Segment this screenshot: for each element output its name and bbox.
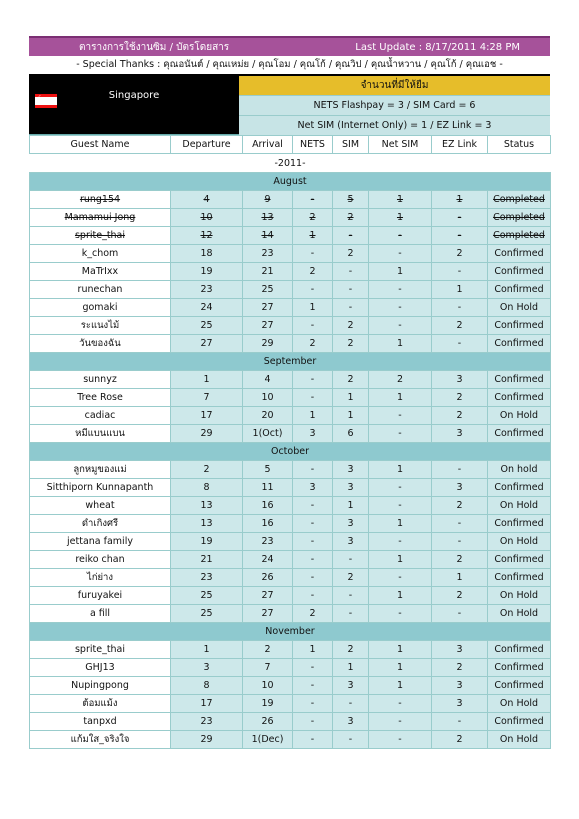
cell-arrival: 4 (243, 371, 293, 389)
cell-nets: 3 (293, 425, 333, 443)
cell-departure: 2 (171, 461, 243, 479)
cell-sim: - (333, 227, 369, 245)
cell-departure: 25 (171, 317, 243, 335)
year-row (30, 154, 551, 173)
cell-nets: - (293, 533, 333, 551)
last-update: Last Update : 8/17/2011 4:28 PM (355, 41, 520, 53)
cell-ez-link: 3 (432, 695, 488, 713)
cell-guest-name: วันของฉัน (30, 335, 171, 353)
cell-departure: 10 (171, 209, 243, 227)
table-row (30, 569, 551, 587)
cell-status: On Hold (488, 731, 551, 749)
cell-nets: - (293, 659, 333, 677)
cell-sim: - (333, 299, 369, 317)
cell-ez-link: 1 (432, 281, 488, 299)
cell-nets: - (293, 389, 333, 407)
page (29, 36, 550, 749)
cell-guest-name: cadiac (30, 407, 171, 425)
month-label: August (30, 173, 551, 191)
month-label: November (30, 623, 551, 641)
cell-net-sim: - (369, 605, 432, 623)
cell-ez-link: 3 (432, 425, 488, 443)
cell-sim: - (333, 551, 369, 569)
cell-sim: 3 (333, 533, 369, 551)
cell-status: On Hold (488, 407, 551, 425)
cell-guest-name: ลูกหมูของแม่ (30, 461, 171, 479)
cell-ez-link: 1 (432, 569, 488, 587)
cell-net-sim: 1 (369, 551, 432, 569)
cell-arrival: 19 (243, 695, 293, 713)
cell-arrival: 24 (243, 551, 293, 569)
month-header-row (30, 173, 551, 191)
cell-net-sim: - (369, 713, 432, 731)
table-row (30, 479, 551, 497)
cell-sim: 3 (333, 515, 369, 533)
cell-departure: 8 (171, 677, 243, 695)
cell-ez-link: 3 (432, 677, 488, 695)
cell-nets: 2 (293, 335, 333, 353)
table-row (30, 317, 551, 335)
table-row (30, 371, 551, 389)
cell-sim: - (333, 731, 369, 749)
cell-guest-name: ดำเกิงศรี (30, 515, 171, 533)
cell-guest-name: rung154 (30, 191, 171, 209)
cell-guest-name: reiko chan (30, 551, 171, 569)
cell-departure: 29 (171, 731, 243, 749)
col-nets: NETS (293, 136, 333, 154)
cell-sim: - (333, 281, 369, 299)
cell-sim: 2 (333, 371, 369, 389)
cell-ez-link: - (432, 533, 488, 551)
cell-guest-name: tanpxd (30, 713, 171, 731)
year-label: -2011- (30, 154, 551, 173)
cell-ez-link: - (432, 263, 488, 281)
cell-net-sim: - (369, 317, 432, 335)
cell-net-sim: - (369, 731, 432, 749)
cell-arrival: 5 (243, 461, 293, 479)
table-row (30, 587, 551, 605)
cell-guest-name: sprite_thai (30, 641, 171, 659)
table-row (30, 497, 551, 515)
cell-ez-link: 1 (432, 191, 488, 209)
cell-arrival: 14 (243, 227, 293, 245)
cell-departure: 13 (171, 497, 243, 515)
cell-arrival: 16 (243, 497, 293, 515)
cell-status: Confirmed (488, 569, 551, 587)
cell-departure: 23 (171, 713, 243, 731)
cell-guest-name: gomaki (30, 299, 171, 317)
cell-departure: 21 (171, 551, 243, 569)
cell-guest-name: wheat (30, 497, 171, 515)
document-title: ตารางการใช้งานซิม / บัตรโดยสาร (79, 41, 230, 53)
month-header-row (30, 623, 551, 641)
cell-arrival: 23 (243, 245, 293, 263)
table-row (30, 713, 551, 731)
quota-line-1: NETS Flashpay = 3 / SIM Card = 6 (239, 95, 550, 115)
cell-sim: 3 (333, 713, 369, 731)
cell-ez-link: 2 (432, 245, 488, 263)
cell-arrival: 21 (243, 263, 293, 281)
cell-net-sim: - (369, 479, 432, 497)
cell-guest-name: sunnyz (30, 371, 171, 389)
cell-ez-link: - (432, 713, 488, 731)
cell-nets: 2 (293, 263, 333, 281)
cell-ez-link: 2 (432, 389, 488, 407)
cell-guest-name: k_chom (30, 245, 171, 263)
cell-sim: 2 (333, 209, 369, 227)
cell-status: Confirmed (488, 317, 551, 335)
table-row (30, 659, 551, 677)
cell-status: Confirmed (488, 677, 551, 695)
cell-nets: - (293, 677, 333, 695)
table-row (30, 263, 551, 281)
cell-nets: - (293, 317, 333, 335)
cell-sim: 1 (333, 407, 369, 425)
cell-net-sim: 1 (369, 515, 432, 533)
cell-arrival: 1(Oct) (243, 425, 293, 443)
cell-nets: 1 (293, 227, 333, 245)
cell-guest-name: furuyakei (30, 587, 171, 605)
cell-status: On Hold (488, 533, 551, 551)
cell-net-sim: 1 (369, 389, 432, 407)
cell-arrival: 13 (243, 209, 293, 227)
cell-status: Confirmed (488, 371, 551, 389)
cell-arrival: 1(Dec) (243, 731, 293, 749)
cell-status: Confirmed (488, 389, 551, 407)
cell-ez-link: 3 (432, 641, 488, 659)
cell-departure: 1 (171, 371, 243, 389)
table-row (30, 191, 551, 209)
cell-status: On Hold (488, 605, 551, 623)
cell-sim: 2 (333, 245, 369, 263)
cell-ez-link: 2 (432, 317, 488, 335)
cell-arrival: 7 (243, 659, 293, 677)
table-row (30, 407, 551, 425)
table-row (30, 335, 551, 353)
cell-arrival: 27 (243, 605, 293, 623)
cell-sim: 1 (333, 659, 369, 677)
cell-sim: 1 (333, 389, 369, 407)
cell-arrival: 20 (243, 407, 293, 425)
booking-table (29, 135, 551, 749)
cell-sim: - (333, 263, 369, 281)
cell-guest-name: Mamamui Jong (30, 209, 171, 227)
cell-sim: - (333, 587, 369, 605)
cell-departure: 25 (171, 605, 243, 623)
cell-net-sim: - (369, 497, 432, 515)
table-row (30, 227, 551, 245)
cell-guest-name: sprite_thai (30, 227, 171, 245)
cell-departure: 13 (171, 515, 243, 533)
cell-departure: 24 (171, 299, 243, 317)
cell-sim: 1 (333, 497, 369, 515)
cell-ez-link: 3 (432, 479, 488, 497)
cell-net-sim: - (369, 407, 432, 425)
cell-net-sim: 1 (369, 587, 432, 605)
cell-status: Confirmed (488, 641, 551, 659)
cell-ez-link: - (432, 209, 488, 227)
cell-status: Completed (488, 191, 551, 209)
cell-status: Confirmed (488, 263, 551, 281)
table-row (30, 461, 551, 479)
month-label: October (30, 443, 551, 461)
cell-guest-name: runechan (30, 281, 171, 299)
cell-ez-link: - (432, 299, 488, 317)
col-guest-name: Guest Name (30, 136, 171, 154)
cell-departure: 19 (171, 533, 243, 551)
cell-status: Confirmed (488, 515, 551, 533)
header-block (29, 76, 550, 135)
table-row (30, 641, 551, 659)
col-ez-link: EZ Link (432, 136, 488, 154)
cell-nets: - (293, 245, 333, 263)
cell-ez-link: 2 (432, 587, 488, 605)
cell-status: On Hold (488, 587, 551, 605)
col-status: Status (488, 136, 551, 154)
cell-arrival: 9 (243, 191, 293, 209)
cell-departure: 8 (171, 479, 243, 497)
month-label: September (30, 353, 551, 371)
cell-net-sim: - (369, 281, 432, 299)
cell-sim: 3 (333, 461, 369, 479)
column-header-row (30, 136, 551, 154)
cell-departure: 18 (171, 245, 243, 263)
quota-panel (239, 76, 550, 134)
cell-net-sim: 1 (369, 191, 432, 209)
cell-nets: - (293, 461, 333, 479)
cell-net-sim: 1 (369, 209, 432, 227)
cell-guest-name: MaTrIxx (30, 263, 171, 281)
cell-net-sim: - (369, 299, 432, 317)
cell-net-sim: - (369, 425, 432, 443)
cell-nets: - (293, 191, 333, 209)
special-thanks: - Special Thanks : คุณอนันต์ / คุณเหม่ย / คุณโอม / คุณโก้ / คุณวิป / คุณน้ำหวาน / คุณโก้ / คุณเอช - (29, 56, 550, 76)
cell-status: Confirmed (488, 335, 551, 353)
cell-net-sim: - (369, 245, 432, 263)
cell-ez-link: 2 (432, 497, 488, 515)
cell-arrival: 11 (243, 479, 293, 497)
quota-title: จำนวนที่มีให้ยืม (239, 76, 550, 95)
table-row (30, 281, 551, 299)
cell-arrival: 2 (243, 641, 293, 659)
table-row (30, 533, 551, 551)
cell-arrival: 25 (243, 281, 293, 299)
cell-arrival: 27 (243, 299, 293, 317)
cell-ez-link: - (432, 605, 488, 623)
country-panel (29, 76, 239, 134)
cell-ez-link: 2 (432, 407, 488, 425)
cell-departure: 19 (171, 263, 243, 281)
quota-line-2: Net SIM (Internet Only) = 1 / EZ Link = 3 (239, 115, 550, 135)
table-row (30, 605, 551, 623)
table-row (30, 389, 551, 407)
cell-sim: 6 (333, 425, 369, 443)
cell-guest-name: ระแนงไม้ (30, 317, 171, 335)
cell-nets: 1 (293, 299, 333, 317)
cell-guest-name: GHJ13 (30, 659, 171, 677)
cell-guest-name: jettana family (30, 533, 171, 551)
cell-departure: 4 (171, 191, 243, 209)
cell-guest-name: Sitthiporn Kunnapanth (30, 479, 171, 497)
cell-net-sim: 1 (369, 641, 432, 659)
cell-nets: - (293, 551, 333, 569)
table-row (30, 515, 551, 533)
cell-nets: - (293, 587, 333, 605)
country-name: Singapore (108, 90, 160, 101)
cell-nets: - (293, 569, 333, 587)
table-row (30, 695, 551, 713)
month-header-row (30, 443, 551, 461)
cell-net-sim: - (369, 533, 432, 551)
cell-ez-link: 3 (432, 371, 488, 389)
cell-status: Confirmed (488, 659, 551, 677)
cell-net-sim: 1 (369, 263, 432, 281)
col-arrival: Arrival (243, 136, 293, 154)
cell-net-sim: 1 (369, 335, 432, 353)
cell-arrival: 29 (243, 335, 293, 353)
cell-net-sim: 1 (369, 677, 432, 695)
cell-net-sim: - (369, 569, 432, 587)
cell-status: Confirmed (488, 713, 551, 731)
cell-nets: 2 (293, 605, 333, 623)
col-net-sim: Net SIM (369, 136, 432, 154)
table-row (30, 677, 551, 695)
table-row (30, 551, 551, 569)
cell-status: On Hold (488, 497, 551, 515)
cell-net-sim: - (369, 227, 432, 245)
cell-status: Confirmed (488, 425, 551, 443)
cell-status: Completed (488, 209, 551, 227)
table-row (30, 299, 551, 317)
cell-sim: 2 (333, 335, 369, 353)
cell-nets: 3 (293, 479, 333, 497)
cell-ez-link: 2 (432, 551, 488, 569)
table-row (30, 425, 551, 443)
cell-nets: - (293, 515, 333, 533)
table-row (30, 245, 551, 263)
cell-nets: - (293, 497, 333, 515)
cell-ez-link: - (432, 227, 488, 245)
cell-status: Confirmed (488, 551, 551, 569)
cell-guest-name: ต้อมแม้ง (30, 695, 171, 713)
cell-departure: 3 (171, 659, 243, 677)
cell-arrival: 16 (243, 515, 293, 533)
cell-status: Confirmed (488, 479, 551, 497)
cell-status: On Hold (488, 695, 551, 713)
cell-nets: - (293, 731, 333, 749)
cell-ez-link: 2 (432, 731, 488, 749)
cell-guest-name: Tree Rose (30, 389, 171, 407)
col-departure: Departure (171, 136, 243, 154)
cell-arrival: 26 (243, 569, 293, 587)
cell-ez-link: 2 (432, 659, 488, 677)
cell-nets: 2 (293, 209, 333, 227)
cell-sim: - (333, 605, 369, 623)
cell-nets: - (293, 695, 333, 713)
cell-nets: - (293, 371, 333, 389)
cell-departure: 17 (171, 407, 243, 425)
table-row (30, 731, 551, 749)
singapore-flag-icon: ☾ (35, 94, 57, 108)
cell-departure: 23 (171, 281, 243, 299)
top-bar (29, 36, 550, 56)
cell-status: Confirmed (488, 281, 551, 299)
cell-sim: 5 (333, 191, 369, 209)
cell-arrival: 10 (243, 389, 293, 407)
cell-departure: 17 (171, 695, 243, 713)
cell-arrival: 10 (243, 677, 293, 695)
cell-ez-link: - (432, 515, 488, 533)
cell-guest-name: แก้มใส_จริงใจ (30, 731, 171, 749)
cell-status: Completed (488, 227, 551, 245)
cell-arrival: 27 (243, 317, 293, 335)
cell-nets: 1 (293, 641, 333, 659)
cell-departure: 12 (171, 227, 243, 245)
cell-sim: - (333, 695, 369, 713)
cell-status: On Hold (488, 299, 551, 317)
cell-arrival: 23 (243, 533, 293, 551)
cell-departure: 1 (171, 641, 243, 659)
table-row (30, 209, 551, 227)
cell-sim: 2 (333, 569, 369, 587)
cell-nets: - (293, 281, 333, 299)
cell-departure: 27 (171, 335, 243, 353)
cell-guest-name: Nupingpong (30, 677, 171, 695)
cell-ez-link: - (432, 461, 488, 479)
cell-guest-name: a fill (30, 605, 171, 623)
col-sim: SIM (333, 136, 369, 154)
cell-ez-link: - (432, 335, 488, 353)
cell-departure: 7 (171, 389, 243, 407)
cell-sim: 3 (333, 677, 369, 695)
cell-net-sim: - (369, 695, 432, 713)
cell-arrival: 27 (243, 587, 293, 605)
cell-status: On hold (488, 461, 551, 479)
cell-net-sim: 1 (369, 659, 432, 677)
cell-guest-name: ไก่ย่าง (30, 569, 171, 587)
cell-guest-name: หมีแบนแบน (30, 425, 171, 443)
cell-sim: 2 (333, 641, 369, 659)
cell-net-sim: 1 (369, 461, 432, 479)
cell-nets: - (293, 713, 333, 731)
cell-sim: 3 (333, 479, 369, 497)
cell-departure: 29 (171, 425, 243, 443)
cell-status: Confirmed (488, 245, 551, 263)
cell-sim: 2 (333, 317, 369, 335)
cell-net-sim: 2 (369, 371, 432, 389)
cell-departure: 23 (171, 569, 243, 587)
cell-arrival: 26 (243, 713, 293, 731)
cell-nets: 1 (293, 407, 333, 425)
month-header-row (30, 353, 551, 371)
cell-departure: 25 (171, 587, 243, 605)
